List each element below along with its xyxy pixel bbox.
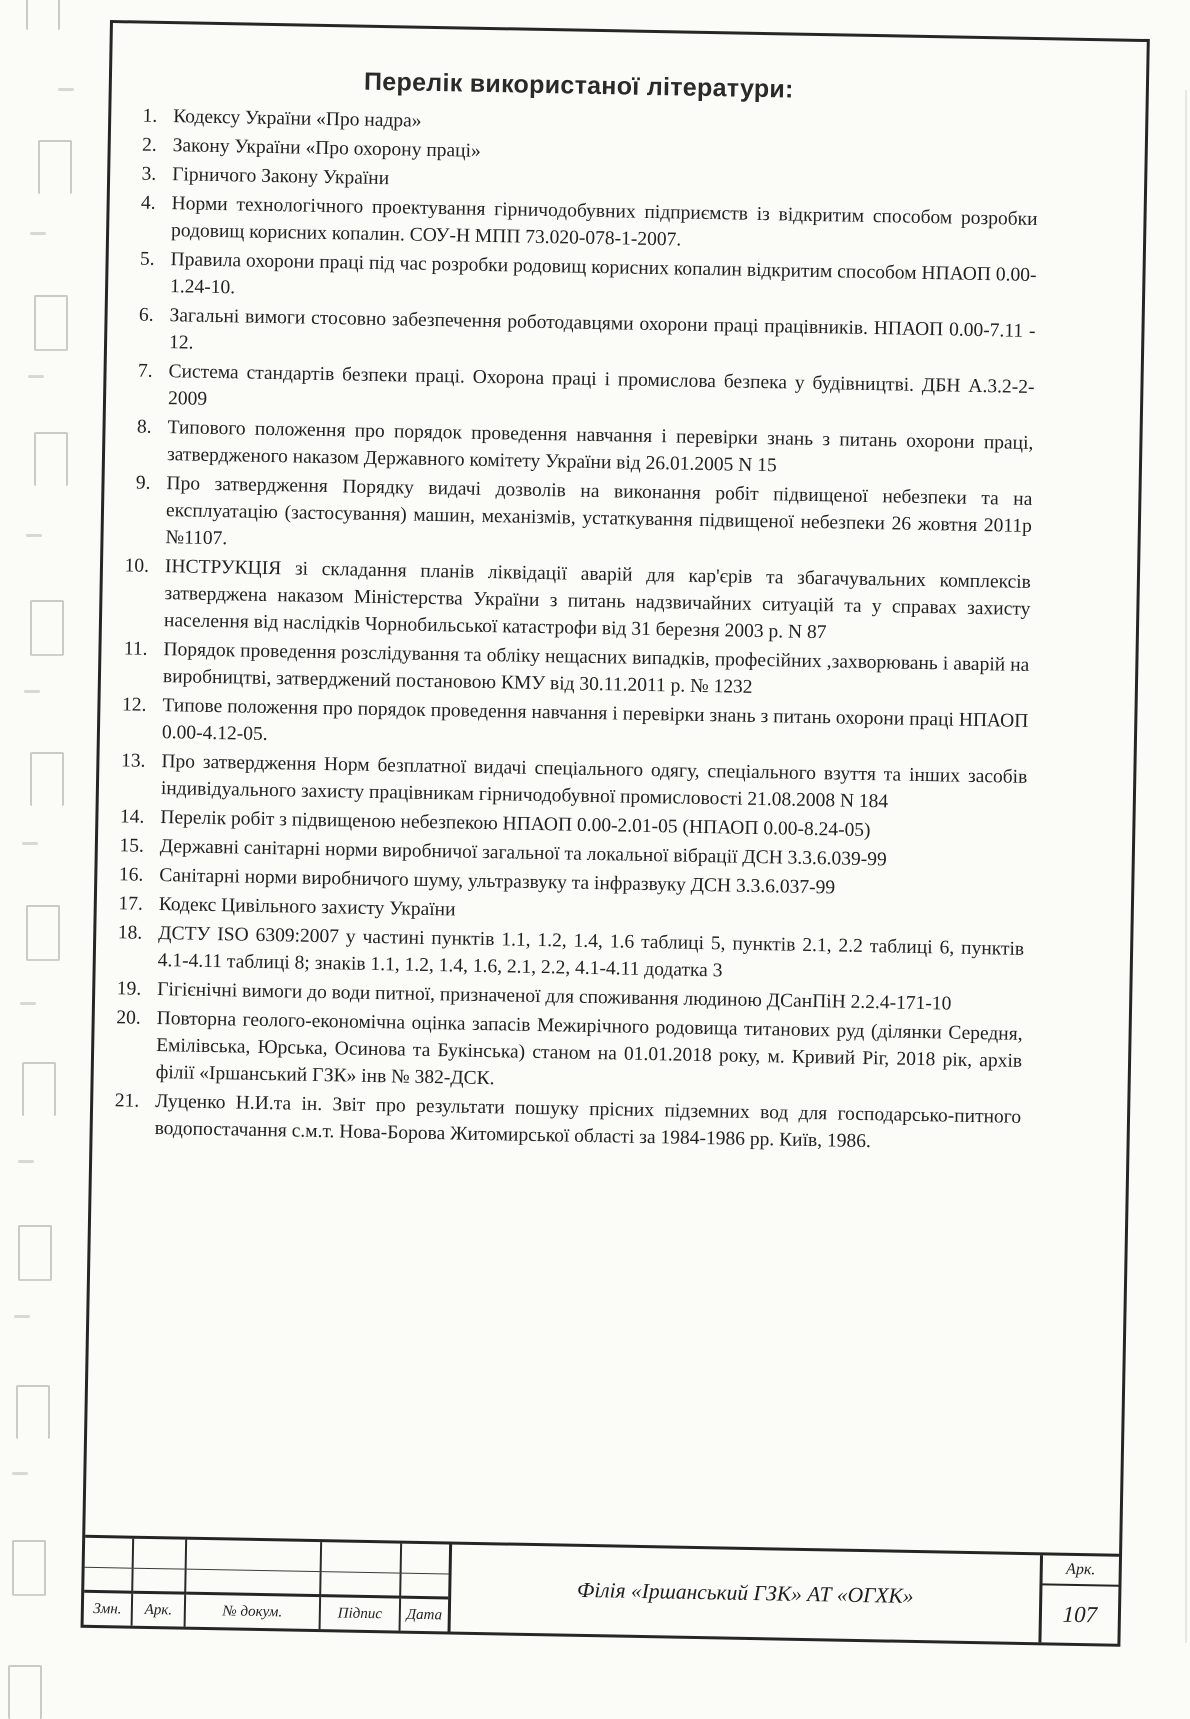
company-name: Філія «Іршанський ГЗК» АТ «ОГХК» [451, 1545, 1043, 1643]
sheet-number: 107 [1062, 1601, 1098, 1627]
stamp-cell-empty [187, 1540, 323, 1572]
reference-number: 14. [119, 806, 145, 828]
title-block [84, 1535, 1119, 1644]
reference-number: 20. [116, 1007, 141, 1029]
page-edge-shadow [1185, 90, 1187, 1643]
reference-text: Луценко Н.И.та ін. Звіт про результати пошуку прісних підземних вод для господарсько-питного водопостачання с.м.т. Нова-Борова Житомирської області за 1984-1986 рр. Київ, 1986. [154, 1091, 1022, 1153]
reference-number: 15. [119, 835, 145, 857]
sheet-label: Арк. [1042, 1555, 1119, 1586]
reference-text: Типове положення про порядок проведення навчання і перевірки знань з питань охорони праці НПАОП 0.00-4.12-05. [161, 695, 1029, 746]
binding-hole-mark [30, 752, 64, 806]
reference-number: 17. [118, 893, 143, 915]
binding-hole-mark [34, 295, 68, 351]
reference-list [92, 102, 1145, 1160]
binding-hole-mark [18, 1225, 52, 1281]
stamp-label-dokum: № докум. [186, 1595, 322, 1629]
reference-item [93, 1004, 1022, 1102]
reference-number: 10. [124, 555, 150, 577]
reference-text: Перелік робіт з підвищеною небезпекою НПАОП 0.00-2.01-05 (НПАОП 0.00-8.24-05) [160, 807, 871, 842]
reference-text: Кодексу України «Про надра» [173, 106, 422, 132]
binding-hole-mark [16, 1385, 50, 1439]
stamp-cell-empty [321, 1572, 401, 1598]
reference-text: Типового положення про порядок проведення навчання і перевірки знань з питань охорони праці, затвердженого наказом Державного комітету України від 26.01.2005 N 15 [166, 417, 1034, 477]
reference-number: 12. [121, 694, 147, 716]
reference-text: Закону України «Про охорону праці» [172, 135, 481, 162]
stamp-label-pidpys: Підпис [321, 1597, 402, 1630]
reference-text: Повторна геолого-економічна оцінка запасів Межирічного родовища титанових руд (ділянки Середня, Емілівська, Юрська, Осинова та Букінська) станом на 01.01.2018 року, м. Кривий Ріг, 2018 рік, архів філії «Іршанський ГЗК» інв № 382-ДСК. [155, 1008, 1023, 1090]
stamp-label-zmn: Змн. [84, 1593, 134, 1626]
binding-dash-mark [30, 232, 46, 235]
reference-text: ДСТУ ISO 6309:2007 у частині пунктів 1.1, 1.2, 1.4, 1.6 таблиці 5, пунктів 2.1, 2.2 таблиці 6, пунктів 4.1-4.11 таблиці 8; знаків 1.1, 1.2, 1.4, 1.6, 2.1, 2.2, 4.1-4.11 додатка 3 [157, 923, 1025, 982]
reference-text: Санітарні норми виробничого шуму, ультразвуку та інфразвуку ДСН 3.3.6.037-99 [159, 865, 836, 899]
stamp-cell-empty [85, 1538, 135, 1569]
stamp-cell-empty [322, 1542, 403, 1573]
reference-number: 18. [117, 922, 143, 944]
document-frame [81, 20, 1150, 1647]
reference-item [102, 552, 1031, 650]
binding-hole-mark [8, 1665, 42, 1719]
reference-text: Правила охорони праці під час розробки родовищ корисних копалин відкритим способом НПАОП 0.00-1.24-10. [169, 249, 1037, 299]
binding-dash-mark [22, 842, 38, 845]
reference-text: Кодекс Цивільного захисту України [158, 894, 456, 921]
reference-number: 11. [123, 638, 148, 660]
reference-text: Порядок проведення розслідування та обліку нещасних випадків, професійних ,захворювань і аварій на виробництві, затверджений постановою КМУ від 30.11.2011 р. № 1232 [162, 639, 1030, 698]
binding-hole-mark [26, 0, 60, 30]
stamp-label-ark: Арк. [133, 1594, 187, 1627]
reference-number: 21. [114, 1090, 140, 1112]
binding-hole-mark [22, 1062, 56, 1116]
reference-text: Гігієнічні вимоги до води питної, призначеної для споживання людиною ДСанПіН 2.2.4-171-10 [157, 979, 952, 1015]
reference-number: 3. [141, 163, 157, 185]
reference-text: Загальні вимоги стосовно забезпечення роботодавцями охорони праці працівників. НПАОП 0.00-7.11 - 12. [168, 305, 1036, 354]
reference-number: 2. [141, 134, 157, 156]
reference-item [103, 469, 1032, 567]
binding-hole-mark [38, 140, 72, 194]
binding-dash-mark [28, 375, 44, 378]
stamp-cell-empty [134, 1539, 188, 1570]
binding-dash-mark [18, 1160, 34, 1163]
reference-number: 5. [139, 248, 155, 270]
reference-number: 19. [116, 978, 142, 1000]
reference-text: Державні санітарні норми виробничої загальної та локальної вібрації ДСН 3.3.6.039-99 [159, 836, 887, 871]
reference-text: Система стандартів безпеки праці. Охорона праці і промислова безпека у будівництві. ДБН А.3.2-2-2009 [167, 361, 1035, 410]
binding-dash-mark [12, 1472, 28, 1475]
binding-hole-mark [30, 600, 64, 656]
reference-number: 6. [138, 304, 154, 326]
reference-text: Норми технологічного проектування гірничодобувних підприємств із відкритим способом розробки родовищ корисних копалин. СОУ-Н МПП 73.020-078-1-2007. [170, 193, 1038, 251]
title-block-grid [84, 1538, 453, 1632]
stamp-cell-empty [401, 1574, 448, 1600]
reference-text: Гірничого Закону України [171, 164, 390, 190]
reference-number: 8. [136, 416, 152, 438]
sheet-number-block [1041, 1555, 1119, 1643]
binding-dash-mark [20, 1002, 36, 1005]
binding-hole-mark [34, 432, 68, 486]
reference-number: 16. [118, 864, 144, 886]
stamp-cell-empty [133, 1569, 186, 1595]
reference-number: 13. [120, 750, 146, 772]
binding-dash-mark [26, 534, 42, 537]
stamp-cell-empty [84, 1568, 133, 1594]
stamp-cell-empty [402, 1544, 450, 1575]
binding-dash-mark [58, 88, 74, 91]
page-title: Перелік використаної літератури: [363, 67, 794, 104]
stamp-cell-empty [186, 1570, 321, 1597]
binding-hole-mark [12, 1540, 46, 1596]
reference-number: 9. [135, 472, 151, 494]
reference-text: ІНСТРУКЦІЯ зі складання планів ліквідації аварій для кар'єрів та збагачувальних комплексів затверджена наказом Міністерства України з питань надзвичайних ситуацій та у справах захисту населення від наслідків Чорнобильської катастрофи від 31 березня 2003 р. N 87 [163, 556, 1032, 644]
reference-text: Про затвердження Порядку видачі дозволів на виконання робіт підвищеної небезпеки та на експлуатацію (застосування) машин, механізмів, устаткування підвищеної небезпеки 26 жовтня 2011р №1107. [165, 473, 1033, 550]
stamp-label-data: Дата [406, 1606, 443, 1623]
binding-hole-mark [26, 905, 60, 961]
reference-number: 7. [137, 360, 153, 382]
binding-dash-mark [24, 690, 40, 693]
binding-dash-mark [14, 1315, 30, 1318]
reference-number: 4. [140, 192, 156, 214]
reference-text: Про затвердження Норм безплатної видачі спеціального одягу, спеціального взуття та інших засобів індивідуального захисту працівникам гірничодобувної промисловості 21.08.2008 N 184 [160, 751, 1028, 813]
reference-number: 1. [142, 105, 158, 127]
